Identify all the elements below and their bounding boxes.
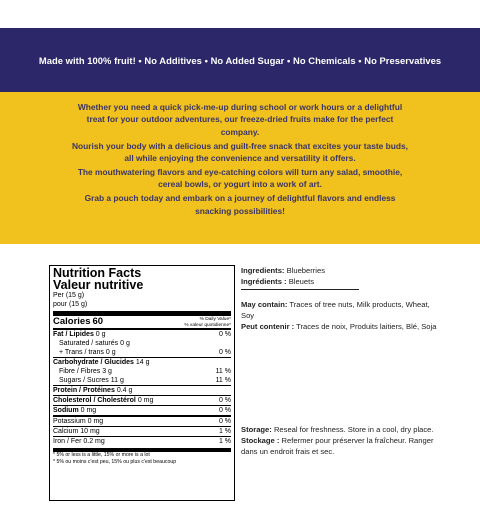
description-paragraph: The mouthwatering flavors and eye-catching colors will turn any salad, smoothie, cereal bowls, or yogurt into a work of art. — [77, 167, 403, 190]
protein-label: Protein / Protéines — [53, 387, 115, 394]
cholesterol-pct: 0 % — [218, 397, 231, 404]
protein-row — [53, 386, 231, 395]
serving-size-fr: pour (15 g) — [53, 300, 88, 308]
trans-row — [53, 348, 231, 357]
fat-amount: 0 g — [95, 331, 106, 338]
may-contain-value-fr: Traces de noix, Produits laitiers, Blé, Soja — [296, 322, 437, 331]
trans-amount: 0 g — [105, 349, 116, 356]
cholesterol-amount: 0 mg — [137, 397, 154, 404]
potassium-row — [53, 417, 231, 426]
potassium-pct: 0 % — [218, 418, 231, 425]
description-paragraph: Grab a pouch today and embark on a journey of delightful flavors and endless snacking possibilities! — [84, 193, 396, 216]
sodium-label: Sodium — [53, 407, 79, 414]
carbohydrate-label: Carbohydrate / Glucides — [53, 359, 134, 366]
trans-label: + Trans / trans — [59, 349, 104, 356]
description-paragraph: Whether you need a quick pick-me-up during school or work hours or a delightful treat for your outdoor adventures, our freeze-dried fruits make for the perfect company. — [77, 102, 403, 137]
fibre-label: Fibre / Fibres — [59, 368, 101, 375]
calcium-label: Calcium — [53, 428, 79, 435]
may-contain-value-en: Traces of tree nuts, Milk products, Wheat, Soy — [241, 300, 430, 320]
calories-value: 60 — [92, 316, 104, 327]
iron-pct: 1 % — [218, 438, 231, 445]
fat-pct: 0 % — [218, 331, 231, 338]
sodium-amount: 0 mg — [80, 407, 97, 414]
allergen-block — [241, 299, 441, 332]
nutrition-facts-table — [49, 265, 235, 501]
fibre-pct: 11 % — [215, 368, 231, 375]
serving-size-en: Per (15 g) — [53, 292, 85, 299]
sugars-row — [53, 376, 231, 385]
cholesterol-label: Cholesterol / Cholestérol — [53, 397, 136, 404]
claims-banner — [0, 28, 480, 92]
description-panel — [0, 92, 480, 244]
sugars-label: Sugars / Sucres — [59, 377, 109, 384]
potassium-amount: 0 mg — [87, 418, 104, 425]
sugars-pct: 11 % — [215, 377, 231, 384]
calories-label: Calories — [53, 316, 91, 327]
calcium-amount: 10 mg — [80, 428, 100, 435]
fibre-row — [53, 367, 231, 376]
storage-value-fr: Refermer pour préserver la fraîcheur. Ranger dans un endroit frais et sec. — [241, 436, 434, 456]
saturated-row — [53, 339, 231, 348]
calcium-row — [53, 427, 231, 436]
trans-pct: 0 % — [218, 349, 231, 356]
protein-amount: 0.4 g — [116, 387, 133, 394]
ingredients-value-en: Blueberries — [286, 266, 326, 275]
fibre-amount: 3 g — [102, 368, 112, 375]
may-contain-label-en: May contain: — [241, 300, 288, 309]
ingredients-value-fr: Bleuets — [288, 277, 315, 286]
dv-header-fr: % valeur quotidienne* — [184, 322, 231, 328]
iron-row — [53, 437, 231, 446]
fat-label: Fat / Lipides — [53, 331, 94, 338]
storage-value-en: Reseal for freshness. Store in a cool, dry place. — [273, 425, 434, 434]
storage-label-en: Storage: — [241, 425, 272, 434]
claims-text: Made with 100% fruit! • No Additives • No Added Sugar • No Chemicals • No Preservatives — [38, 54, 442, 66]
ingredients-divider — [241, 289, 359, 290]
carbohydrate-amount: 14 g — [135, 359, 150, 366]
footnote-en: * 5% or less is a little, 15% or more is a lot — [53, 452, 150, 458]
ingredients-label-fr: Ingrédients : — [241, 277, 287, 286]
may-contain-label-fr: Peut contenir : — [241, 322, 295, 331]
sodium-row — [53, 406, 231, 415]
ingredients-label-en: Ingredients: — [241, 266, 285, 275]
ingredients-block — [241, 265, 359, 290]
fat-row — [53, 330, 231, 339]
nutrition-title-fr: Valeur nutritive — [53, 278, 144, 292]
nutrition-title-en: Nutrition Facts — [53, 266, 142, 280]
footnote-fr: * 5% ou moins c'est peu, 15% ou plus c'est beaucoup — [53, 459, 177, 465]
sugars-amount: 11 g — [110, 377, 124, 384]
carbohydrate-row — [53, 358, 231, 367]
sodium-pct: 0 % — [218, 407, 231, 414]
description-paragraph: Nourish your body with a delicious and guilt-free snack that excites your taste buds, all while enjoying the convenience and versatility it offers. — [72, 140, 408, 164]
top-margin — [0, 0, 480, 28]
saturated-label: Saturated / saturés — [59, 340, 119, 347]
storage-label-fr: Stockage : — [241, 436, 280, 445]
iron-label: Iron / Fer — [53, 438, 82, 445]
dv-header-en: % Daily Value* — [199, 317, 231, 322]
iron-amount: 0.2 mg — [83, 438, 105, 445]
calcium-pct: 1 % — [218, 428, 231, 435]
saturated-amount: 0 g — [120, 340, 130, 347]
calories-row — [53, 316, 231, 328]
cholesterol-row — [53, 396, 231, 405]
potassium-label: Potassium — [53, 418, 86, 425]
storage-block — [241, 424, 441, 457]
